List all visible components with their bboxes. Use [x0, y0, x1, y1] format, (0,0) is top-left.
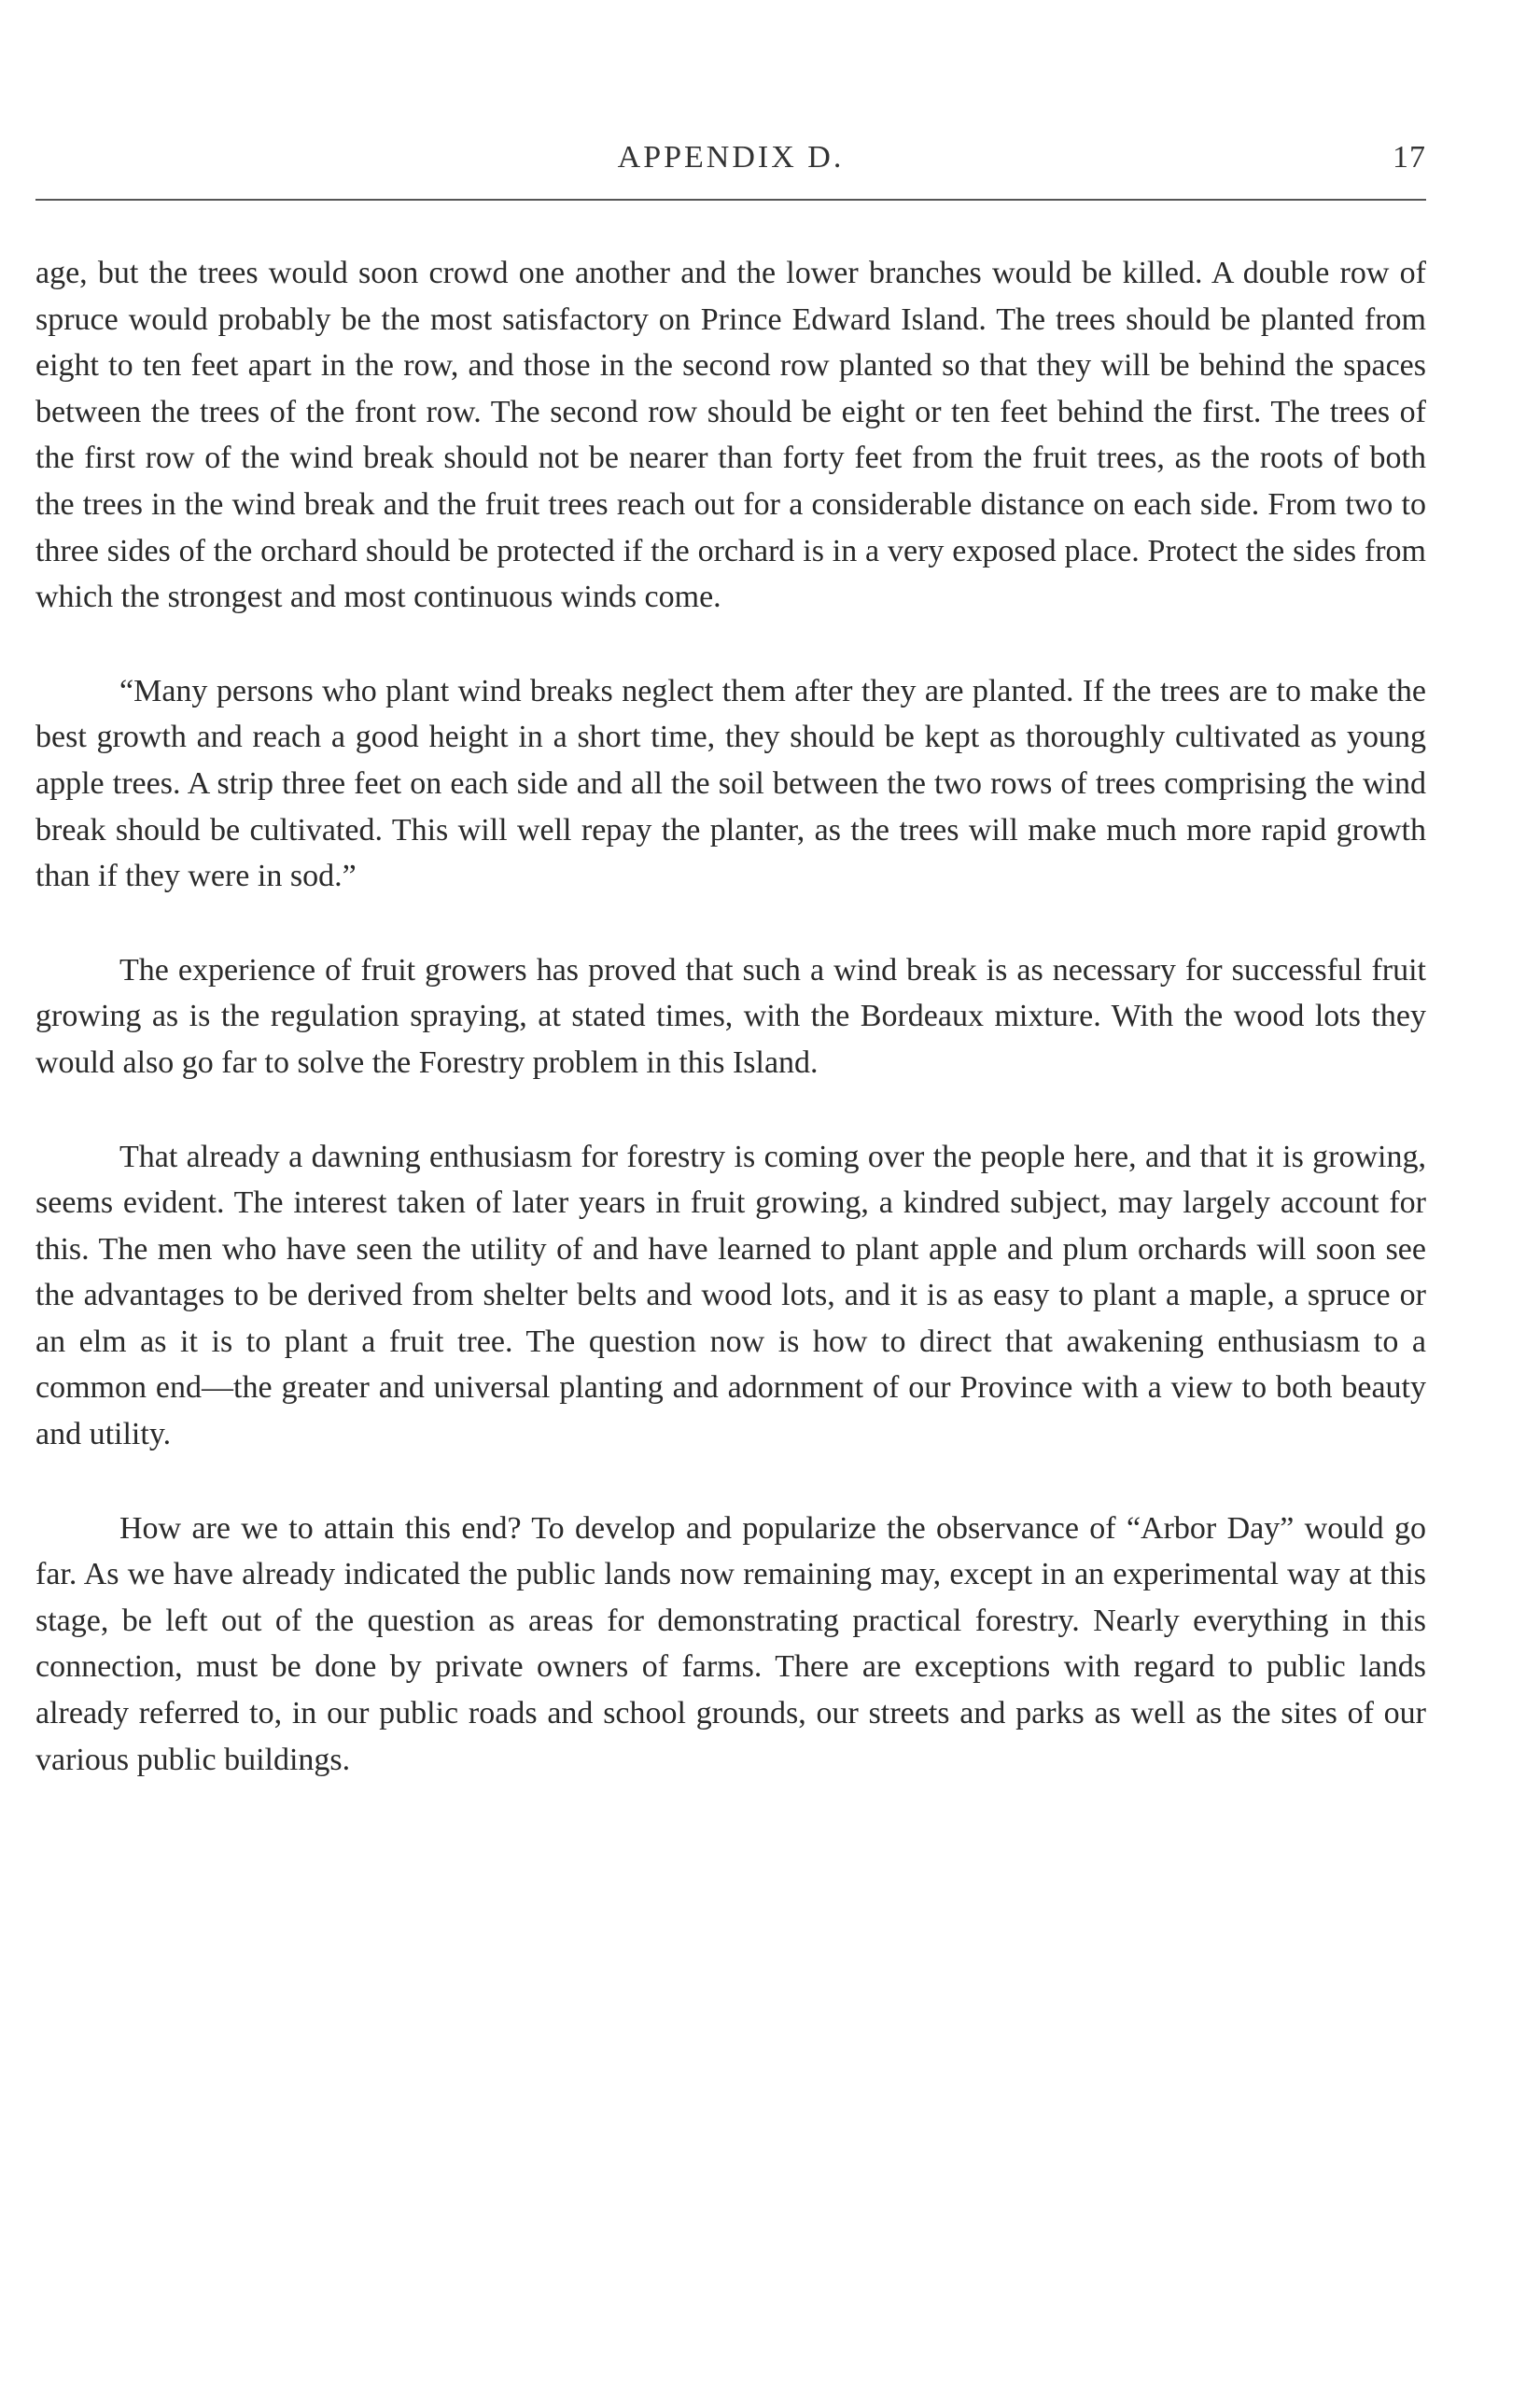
paragraph: The experience of fruit growers has proved that such a wind break is as necessary for successful fruit growing as is the regulation spraying, at stated times, with the Bordeaux mixture. With the wood lots they would also go far to solve the Forestry problem in this Island. [35, 952, 1426, 1080]
running-head [35, 140, 1426, 192]
header-rule [35, 199, 1426, 201]
body-text [35, 250, 1426, 1830]
running-title: APPENDIX D. [617, 140, 845, 175]
paragraph: That already a dawning enthusiasm for forestry is coming over the people here, and that it is growing, seems evident. The interest taken of later years in fruit growing, a kindred subject, may largely account for this. The men who have seen the utility of and have learned to plant apple and plum orchards will soon see the advantages to be derived from shelter belts and wood lots, and it is as easy to plant a maple, a spruce or an elm as it is to plant a fruit tree. The question now is how to direct that awakening enthusiasm to a common end—the greater and universal planting and adornment of our Province with a view to both beauty and utility. [35, 1139, 1426, 1452]
paragraph-quotation: “Many persons who plant wind breaks neglect them after they are planted. If the trees are to make the best growth and reach a good height in a short time, they should be kept as thoroughly cultivated as young apple trees. A strip three feet on each side and all the soil between the two rows of trees comprising the wind break should be cultivated. This will well repay the planter, as the trees will make much more rapid growth than if they were in sod.” [35, 673, 1426, 894]
page-number: 17 [1393, 140, 1426, 175]
paragraph-continuation: age, but the trees would soon crowd one another and the lower branches would be killed. A double row of spruce would probably be the most satisfactory on Prince Edward Island. The trees should be planted from eight to ten feet apart in the row, and those in the second row planted so that they will be behind the spaces between the trees of the front row. The second row should be eight or ten feet behind the first. The trees of the first row of the wind break should not be nearer than forty feet from the fruit trees, as the roots of both the trees in the wind break and the fruit trees reach out for a considerable distance on each side. From two to three sides of the orchard should be protected if the orchard is in a very exposed place. Protect the sides from which the strongest and most continuous winds come. [35, 256, 1426, 615]
paragraph: How are we to attain this end? To develop and popularize the observance of “Arbor Day” would go far. As we have already indicated the public lands now remaining may, except in an experimental way at this stage, be left out of the question as areas for demonstrating practical forestry. Nearly everything in this connection, must be done by private owners of farms. There are exceptions with regard to public lands already referred to, in our public roads and school grounds, our streets and parks as well as the sites of our various public buildings. [35, 1510, 1426, 1777]
